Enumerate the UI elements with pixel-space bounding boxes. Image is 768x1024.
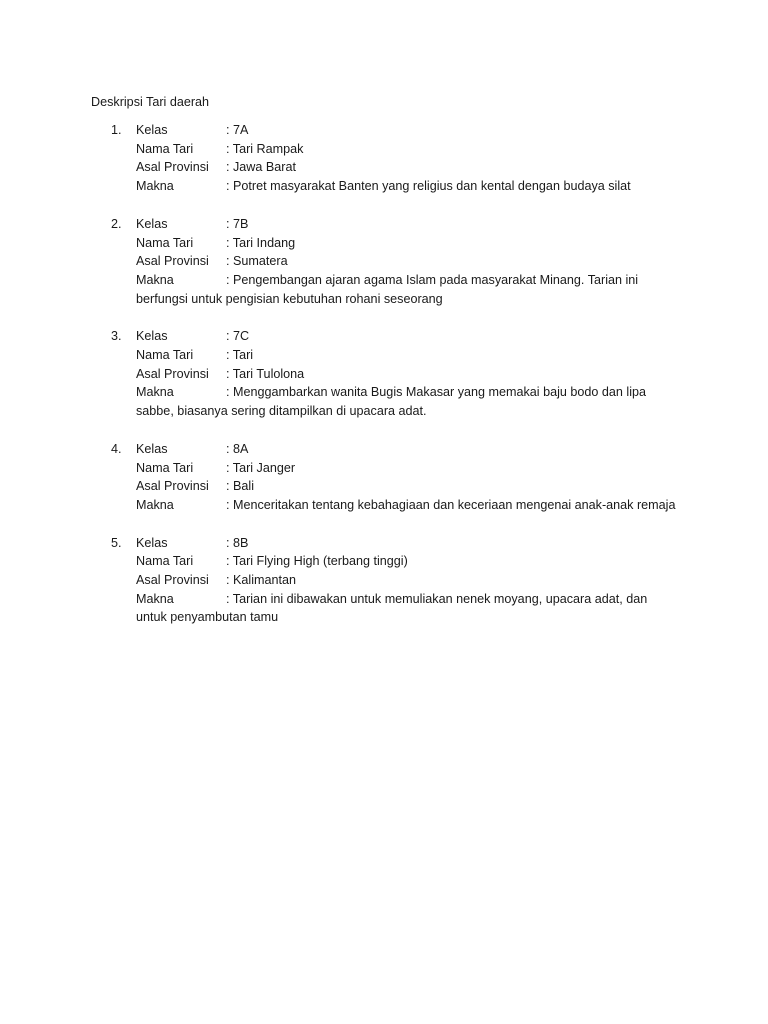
nama-tari-row <box>136 552 696 571</box>
asal-provinsi-label: Asal Provinsi <box>136 366 209 381</box>
list-item-body <box>136 534 696 628</box>
makna-label: Makna <box>136 385 174 400</box>
nama-tari-label: Nama Tari <box>136 460 194 475</box>
list-item-body <box>136 327 696 421</box>
list-number: 3. <box>111 329 122 344</box>
asal-provinsi-row <box>136 477 696 496</box>
nama-tari-row <box>136 459 696 478</box>
nama-tari-value: : Tari Indang <box>226 235 296 250</box>
nama-tari-value: : Tari <box>226 348 254 363</box>
nama-tari-label: Nama Tari <box>136 141 194 156</box>
asal-provinsi-value: : Jawa Barat <box>226 160 296 175</box>
makna-row <box>136 271 676 308</box>
kelas-value: : 8B <box>226 535 249 550</box>
list-item-3 <box>0 327 768 421</box>
dance-list <box>0 121 768 646</box>
asal-provinsi-value: : Sumatera <box>226 254 288 269</box>
asal-provinsi-label: Asal Provinsi <box>136 573 209 588</box>
list-item-body <box>136 440 696 515</box>
kelas-label: Kelas <box>136 329 168 344</box>
nama-tari-label: Nama Tari <box>136 348 194 363</box>
makna-value: : Pengembangan ajaran agama Islam pada masyarakat Minang. Tarian ini berfungsi untuk pengisian kebutuhan rohani seseorang <box>136 272 639 306</box>
list-number: 2. <box>111 216 122 231</box>
makna-label: Makna <box>136 591 174 606</box>
kelas-row <box>136 215 696 234</box>
nama-tari-row <box>136 234 696 253</box>
kelas-row <box>136 121 696 140</box>
makna-value: : Potret masyarakat Banten yang religius dan kental dengan budaya silat <box>226 179 631 194</box>
nama-tari-value: : Tari Rampak <box>226 141 304 156</box>
list-number: 1. <box>111 123 122 137</box>
asal-provinsi-row <box>136 158 696 177</box>
nama-tari-label: Nama Tari <box>136 554 194 569</box>
asal-provinsi-label: Asal Provinsi <box>136 479 209 494</box>
makna-label: Makna <box>136 497 174 512</box>
kelas-label: Kelas <box>136 535 168 550</box>
kelas-value: : 7A <box>226 123 249 137</box>
nama-tari-row <box>136 346 696 365</box>
list-number: 5. <box>111 535 122 550</box>
kelas-row <box>136 440 696 459</box>
makna-value: : Menggambarkan wanita Bugis Makasar yang memakai baju bodo dan lipa sabbe, biasanya sering ditampilkan di upacara adat. <box>136 385 647 419</box>
asal-provinsi-value: : Kalimantan <box>226 573 297 588</box>
asal-provinsi-label: Asal Provinsi <box>136 254 209 269</box>
nama-tari-label: Nama Tari <box>136 235 194 250</box>
makna-value: : Menceritakan tentang kebahagiaan dan keceriaan mengenai anak-anak remaja <box>226 497 676 512</box>
asal-provinsi-label: Asal Provinsi <box>136 160 209 175</box>
document-title: Deskripsi Tari daerah <box>91 95 210 109</box>
kelas-value: : 8A <box>226 441 249 456</box>
makna-row <box>136 496 696 515</box>
list-item-2 <box>0 215 768 309</box>
nama-tari-value: : Tari Janger <box>226 460 296 475</box>
kelas-value: : 7C <box>226 329 250 344</box>
asal-provinsi-value: : Bali <box>226 479 254 494</box>
list-item-body <box>136 215 696 309</box>
kelas-label: Kelas <box>136 441 168 456</box>
asal-provinsi-row <box>136 571 696 590</box>
nama-tari-value: : Tari Flying High (terbang tinggi) <box>226 554 408 569</box>
kelas-value: : 7B <box>226 216 249 231</box>
kelas-label: Kelas <box>136 216 168 231</box>
list-number: 4. <box>111 441 122 456</box>
kelas-label: Kelas <box>136 123 168 137</box>
asal-provinsi-row <box>136 252 696 271</box>
kelas-row <box>136 327 696 346</box>
list-item-5 <box>0 534 768 628</box>
kelas-row <box>136 534 696 553</box>
asal-provinsi-row <box>136 365 696 384</box>
list-item-body <box>136 121 696 196</box>
makna-value: : Tarian ini dibawakan untuk memuliakan nenek moyang, upacara adat, dan untuk penyambutan tamu <box>136 591 648 625</box>
makna-row <box>136 383 676 420</box>
makna-label: Makna <box>136 179 174 194</box>
makna-row <box>136 177 676 196</box>
makna-row <box>136 590 676 627</box>
makna-label: Makna <box>136 272 174 287</box>
list-item-1 <box>0 121 768 196</box>
list-item-4 <box>0 440 768 515</box>
nama-tari-row <box>136 140 696 159</box>
asal-provinsi-value: : Tari Tulolona <box>226 366 305 381</box>
